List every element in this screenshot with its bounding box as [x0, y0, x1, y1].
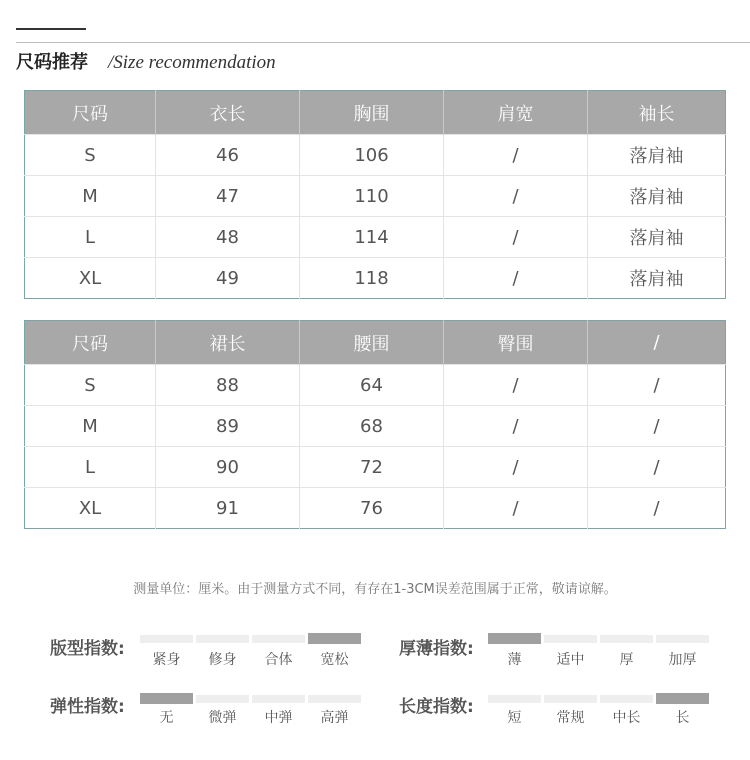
- table-cell: M: [25, 176, 156, 217]
- thickness-option: 薄: [507, 652, 522, 668]
- fit-index-label: 版型指数:: [50, 639, 125, 659]
- fit-level-bar-selected: [308, 633, 361, 644]
- elasticity-option: 中弹: [264, 710, 293, 726]
- table-header-row: [25, 91, 726, 135]
- heading-en: /Size recommendation: [108, 52, 276, 73]
- header-cell: 尺码: [25, 321, 156, 365]
- top-size-table: [24, 90, 726, 299]
- heading-cn: 尺码推荐: [16, 52, 88, 73]
- measurement-note: 测量单位：厘米。由于测量方式不同，有存在1-3CM误差范围属于正常，敬请谅解。: [133, 582, 617, 597]
- fit-level-bar: [252, 635, 305, 643]
- table-cell: /: [444, 258, 588, 299]
- table-row: [25, 447, 726, 488]
- elasticity-option: 高弹: [320, 710, 349, 726]
- table-cell: /: [444, 176, 588, 217]
- table-cell: 90: [156, 447, 300, 488]
- table-cell: /: [444, 217, 588, 258]
- table-row: [25, 488, 726, 529]
- table-row: [25, 365, 726, 406]
- header-cell: 肩宽: [444, 91, 588, 135]
- table-cell: XL: [25, 258, 156, 299]
- thickness-level-bar: [656, 635, 709, 643]
- table-cell: 48: [156, 217, 300, 258]
- table-cell: /: [444, 406, 588, 447]
- table-cell: 76: [300, 488, 444, 529]
- header-cell: 臀围: [444, 321, 588, 365]
- table-row: [25, 135, 726, 176]
- section-heading: [16, 48, 276, 74]
- table-cell: 118: [300, 258, 444, 299]
- table-cell: M: [25, 406, 156, 447]
- table-cell: S: [25, 135, 156, 176]
- table-row: [25, 258, 726, 299]
- table-cell: 88: [156, 365, 300, 406]
- thickness-index-label: 厚薄指数:: [399, 639, 474, 659]
- elasticity-option: 微弹: [208, 710, 237, 726]
- table-cell: /: [444, 135, 588, 176]
- table-cell: 89: [156, 406, 300, 447]
- length-option: 中长: [612, 710, 641, 726]
- table-cell: 91: [156, 488, 300, 529]
- thickness-option: 厚: [619, 652, 634, 668]
- table-cell: /: [444, 488, 588, 529]
- header-cell: 袖长: [588, 91, 726, 135]
- fit-level-bar: [140, 635, 193, 643]
- length-option: 短: [507, 710, 522, 726]
- length-level-bar: [600, 695, 653, 703]
- table-cell: 落肩袖: [588, 217, 726, 258]
- top-accent-rule: [16, 28, 86, 30]
- top-divider: [16, 42, 750, 43]
- length-level-bar: [544, 695, 597, 703]
- header-cell: 尺码: [25, 91, 156, 135]
- fit-option: 紧身: [152, 652, 181, 668]
- elasticity-level-bar: [308, 695, 361, 703]
- table-cell: 落肩袖: [588, 176, 726, 217]
- header-cell: 胸围: [300, 91, 444, 135]
- table-cell: 46: [156, 135, 300, 176]
- table-cell: 64: [300, 365, 444, 406]
- length-index-label: 长度指数:: [399, 697, 474, 717]
- table-cell: 49: [156, 258, 300, 299]
- table-row: [25, 217, 726, 258]
- elasticity-option: 无: [159, 710, 174, 726]
- table-cell: /: [588, 406, 726, 447]
- table-cell: 106: [300, 135, 444, 176]
- table-cell: 落肩袖: [588, 135, 726, 176]
- table-cell: S: [25, 365, 156, 406]
- elasticity-level-bar-selected: [140, 693, 193, 704]
- table-row: [25, 406, 726, 447]
- table-cell: /: [444, 447, 588, 488]
- elasticity-level-bar: [252, 695, 305, 703]
- thickness-option: 适中: [556, 652, 585, 668]
- fit-option: 宽松: [320, 652, 349, 668]
- table-cell: 114: [300, 217, 444, 258]
- elasticity-index-label: 弹性指数:: [50, 697, 125, 717]
- bottom-size-table: [24, 320, 726, 529]
- fit-option: 合体: [264, 652, 293, 668]
- thickness-level-bar: [600, 635, 653, 643]
- fit-option: 修身: [208, 652, 237, 668]
- length-option: 长: [675, 710, 690, 726]
- table-cell: 68: [300, 406, 444, 447]
- header-cell: 腰围: [300, 321, 444, 365]
- length-level-bar: [488, 695, 541, 703]
- thickness-level-bar-selected: [488, 633, 541, 644]
- elasticity-level-bar: [196, 695, 249, 703]
- table-cell: 110: [300, 176, 444, 217]
- table-cell: /: [444, 365, 588, 406]
- table-cell: /: [588, 447, 726, 488]
- table-cell: 落肩袖: [588, 258, 726, 299]
- table-row: [25, 176, 726, 217]
- length-level-bar-selected: [656, 693, 709, 704]
- table-cell: L: [25, 447, 156, 488]
- table-cell: L: [25, 217, 156, 258]
- fit-level-bar: [196, 635, 249, 643]
- thickness-level-bar: [544, 635, 597, 643]
- table-cell: /: [588, 488, 726, 529]
- table-cell: 47: [156, 176, 300, 217]
- table-cell: 72: [300, 447, 444, 488]
- header-cell: 裙长: [156, 321, 300, 365]
- header-cell: /: [588, 321, 726, 365]
- table-cell: XL: [25, 488, 156, 529]
- length-option: 常规: [556, 710, 585, 726]
- header-cell: 衣长: [156, 91, 300, 135]
- thickness-option: 加厚: [668, 652, 697, 668]
- table-cell: /: [588, 365, 726, 406]
- table-header-row: [25, 321, 726, 365]
